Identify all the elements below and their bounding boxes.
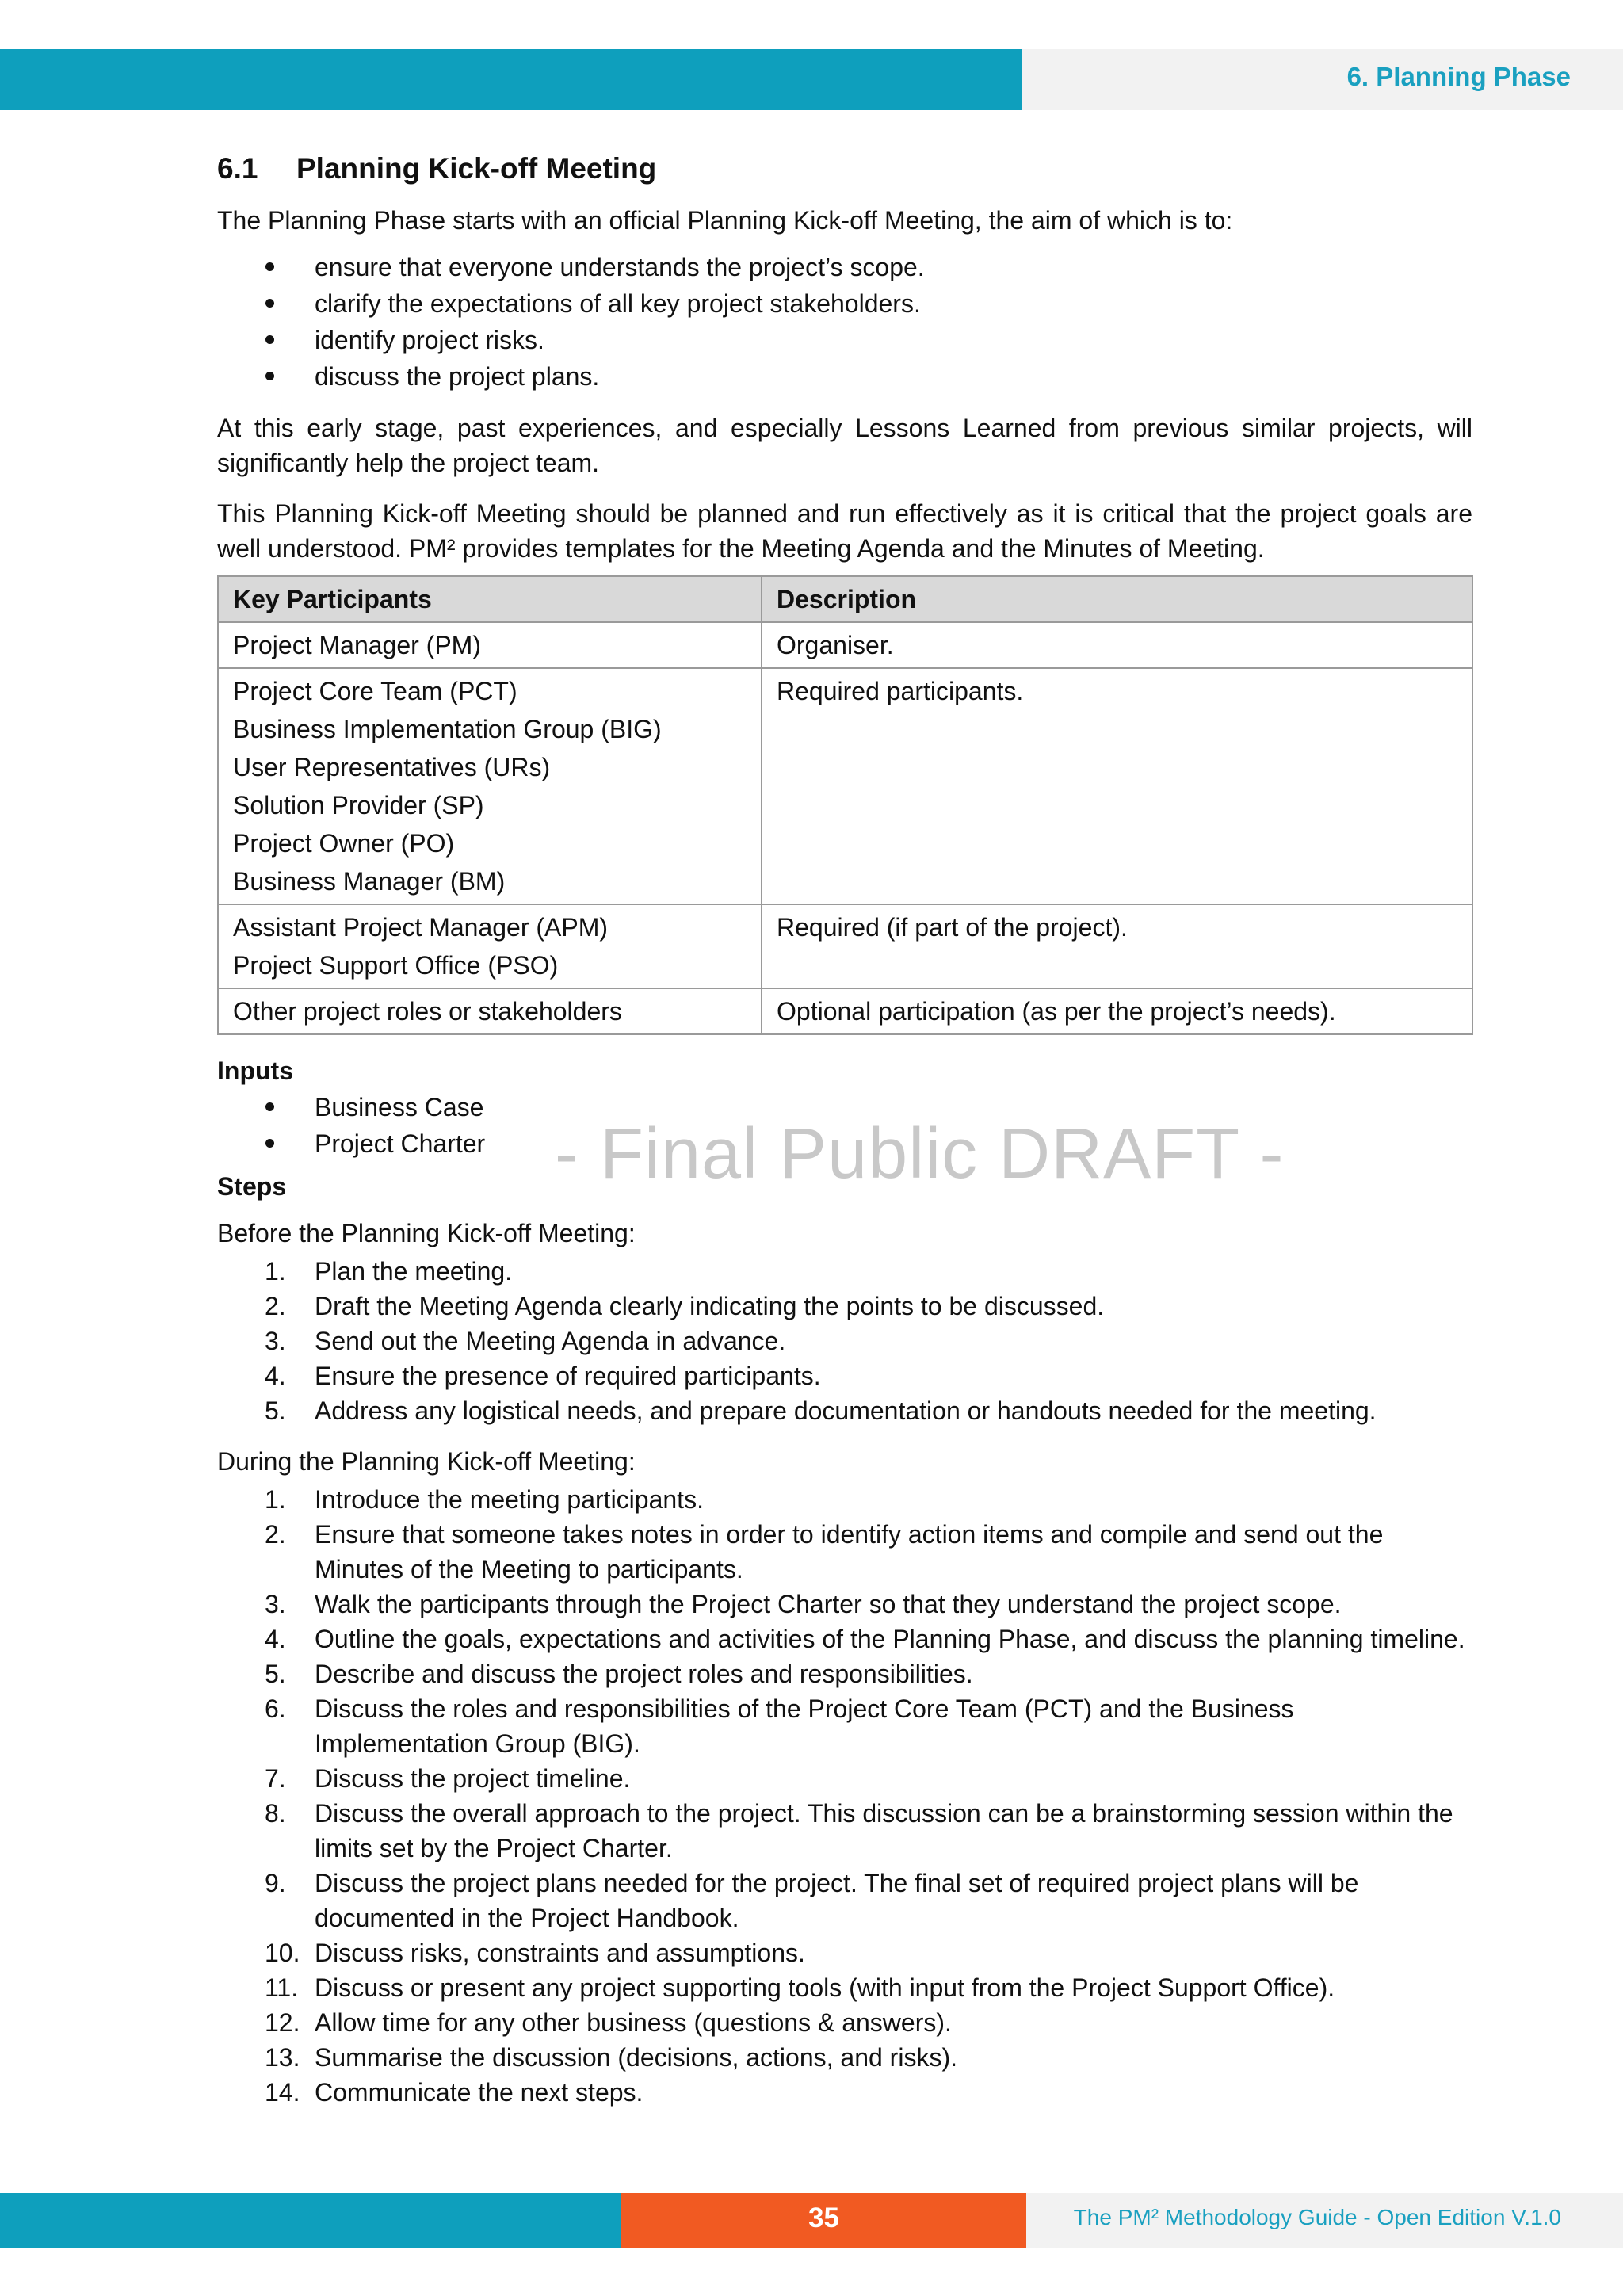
list-item: ensure that everyone understands the project’s scope.: [217, 249, 1472, 285]
list-item: clarify the expectations of all key project stakeholders.: [217, 285, 1472, 322]
footer-teal-band: [0, 2193, 621, 2248]
lessons-paragraph: At this early stage, past experiences, and especially Lessons Learned from previous similar projects, will significantly help the project team.: [217, 414, 1472, 477]
list-item: 14. Communicate the next steps.: [265, 2078, 643, 2107]
list-item: Business Case: [217, 1089, 1472, 1125]
list-item: 9. Discuss the project plans needed for the project. The final set of required project plans will be documented in the Project Handbook.: [265, 1869, 1359, 1932]
header-band: [0, 49, 1022, 110]
table-header-description: Description: [762, 576, 1472, 622]
list-item: 4. Outline the goals, expectations and activities of the Planning Phase, and discuss the planning timeline.: [265, 1625, 1465, 1653]
list-item: 1. Plan the meeting.: [265, 1257, 513, 1286]
table-header-row: [218, 576, 1472, 622]
list-item: 5. Address any logistical needs, and prepare documentation or handouts needed for the meeting.: [265, 1396, 1377, 1425]
page-number: 35: [808, 2202, 839, 2233]
section-number: 6.1: [217, 152, 258, 185]
list-item: 7. Discuss the project timeline.: [265, 1764, 631, 1793]
list-item: 10. Discuss risks, constraints and assumptions.: [265, 1939, 805, 1967]
chapter-title: 6. Planning Phase: [1346, 62, 1571, 91]
list-item: 12. Allow time for any other business (questions & answers).: [265, 2008, 952, 2037]
footer-guide-title: The PM² Methodology Guide - Open Edition V.1.0: [1073, 2205, 1561, 2229]
bullet-icon: [265, 335, 274, 344]
section-heading: [217, 149, 1472, 189]
templates-paragraph: This Planning Kick-off Meeting should be planned and run effectively as it is critical that the project goals are well understood. PM² provides templates for the Meeting Agenda and the Minutes of Meeting.: [217, 499, 1472, 563]
bullet-icon: [265, 1102, 274, 1111]
list-item: discuss the project plans.: [217, 358, 1472, 395]
bullet-icon: [265, 372, 274, 380]
table-row: Other project roles or stakeholders Optional participation (as per the project’s needs).: [218, 988, 1472, 1034]
list-item: 4. Ensure the presence of required participants.: [265, 1362, 821, 1390]
list-item: 3. Walk the participants through the Project Charter so that they understand the project scope.: [265, 1590, 1342, 1618]
list-item: 3. Send out the Meeting Agenda in advance.: [265, 1327, 786, 1355]
table-header-participants: Key Participants: [218, 576, 762, 622]
during-intro: During the Planning Kick-off Meeting:: [217, 1447, 636, 1476]
table-row: Project Core Team (PCT) Business Implementation Group (BIG) User Representatives (URs) Solution Provider (SP) Project Owner (PO) Business Manager (BM) Required participants.: [218, 668, 1472, 904]
before-steps-list: [217, 1254, 1472, 1428]
inputs-label: Inputs: [217, 1056, 293, 1085]
list-item: 5. Describe and discuss the project roles and responsibilities.: [265, 1660, 973, 1688]
table-row: Assistant Project Manager (APM) Project Support Office (PSO) Required (if part of the project).: [218, 904, 1472, 988]
before-intro: Before the Planning Kick-off Meeting:: [217, 1219, 636, 1247]
list-item: 13. Summarise the discussion (decisions, actions, and risks).: [265, 2043, 957, 2072]
bullet-icon: [265, 262, 274, 271]
aims-list: [217, 249, 1472, 395]
during-steps-list: [217, 1482, 1472, 2110]
list-item: 8. Discuss the overall approach to the project. This discussion can be a brainstorming session within the limits set by the Project Charter.: [265, 1799, 1453, 1862]
section-title: Planning Kick-off Meeting: [296, 152, 657, 185]
bullet-icon: [265, 299, 274, 308]
intro-paragraph: The Planning Phase starts with an official Planning Kick-off Meeting, the aim of which is to:: [217, 206, 1233, 235]
list-item: 2. Draft the Meeting Agenda clearly indicating the points to be discussed.: [265, 1292, 1105, 1320]
steps-label: Steps: [217, 1172, 287, 1201]
participants-table: [217, 575, 1473, 1035]
list-item: identify project risks.: [217, 322, 1472, 358]
list-item: 1. Introduce the meeting participants.: [265, 1485, 704, 1514]
list-item: 11. Discuss or present any project supporting tools (with input from the Project Support Office).: [265, 1973, 1335, 2002]
list-item: 6. Discuss the roles and responsibilities of the Project Core Team (PCT) and the Business Implementation Group (BIG).: [265, 1694, 1294, 1758]
list-item: 2. Ensure that someone takes notes in order to identify action items and compile and send out the Minutes of the Meeting to participants.: [265, 1520, 1384, 1584]
table-row: Project Manager (PM) Organiser.: [218, 622, 1472, 668]
list-item: Project Charter: [217, 1125, 1472, 1162]
draft-watermark: - Final Public DRAFT -: [555, 1114, 1285, 1194]
bullet-icon: [265, 1139, 274, 1148]
